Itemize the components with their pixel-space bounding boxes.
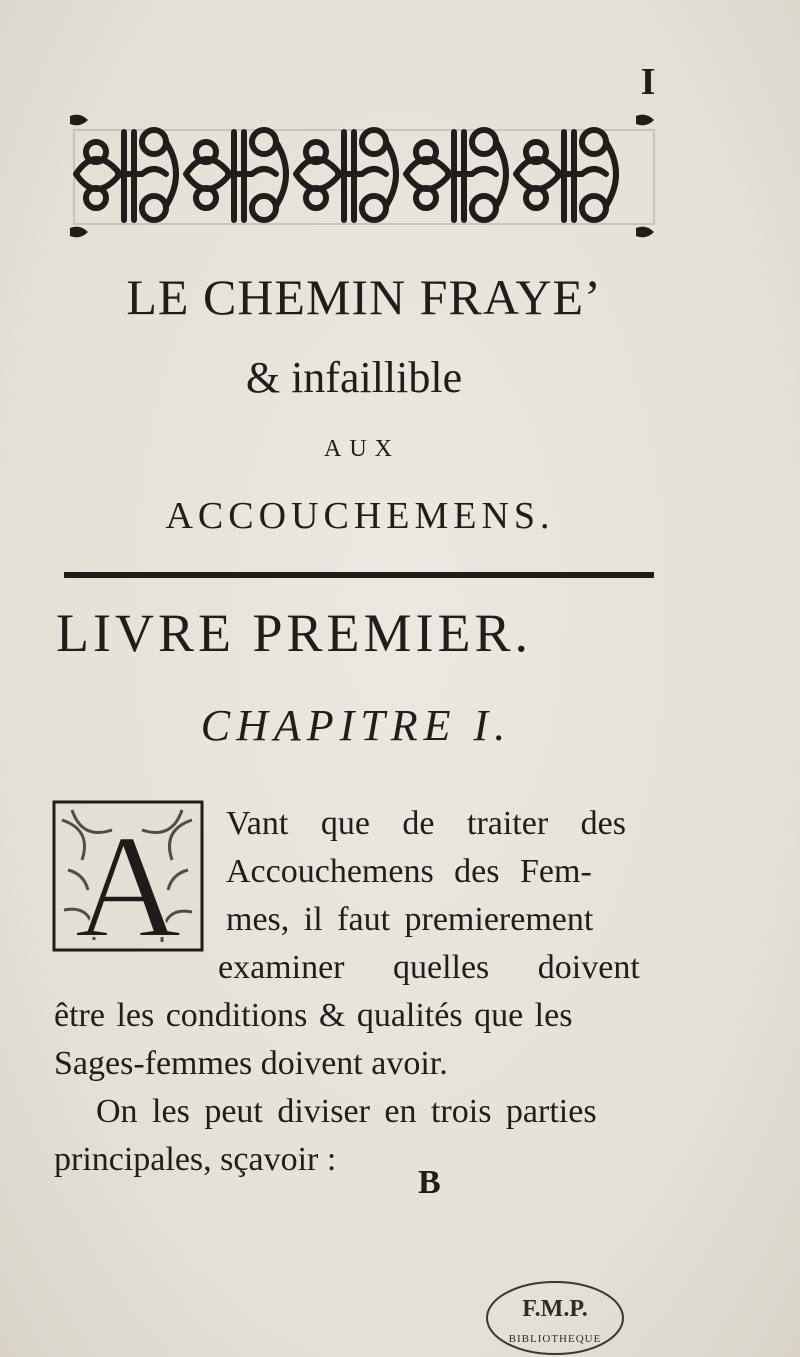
body-line-7: On les peut diviser en trois parties [96, 1093, 597, 1130]
library-stamp [484, 1278, 626, 1356]
stamp-initials: F.M.P. [522, 1296, 588, 1322]
title-line-1: LE CHEMIN FRAYE’ [126, 269, 602, 325]
body-line-3: mes, il faut premierement [226, 901, 594, 938]
headpiece-ornament [66, 112, 662, 242]
decorated-initial [52, 800, 204, 952]
body-line-8: principales, sçavoir : [54, 1141, 337, 1178]
body-line-6: Sages-femmes doivent avoir. [54, 1045, 448, 1082]
body-line-4: examiner quelles doivent [218, 949, 640, 986]
title-line-2: & infaillible [245, 353, 463, 402]
drop-cap-letter: A [74, 805, 182, 952]
body-line-5: être les conditions & qualités que les [54, 997, 573, 1034]
title-line-3: AUX [324, 436, 400, 462]
page-number: I [640, 61, 656, 103]
catchword: B [418, 1164, 441, 1201]
stamp-library: BIBLIOTHEQUE [508, 1333, 602, 1345]
divider-rule [64, 572, 654, 578]
body-line-2: Accouchemens des Fem- [226, 853, 592, 890]
book-heading: LIVRE PREMIER. [56, 603, 533, 663]
body-line-1: Vant que de traiter des [226, 805, 626, 842]
title-line-4: ACCOUCHEMENS. [165, 495, 555, 537]
chapter-heading: CHAPITRE I. [200, 701, 512, 750]
